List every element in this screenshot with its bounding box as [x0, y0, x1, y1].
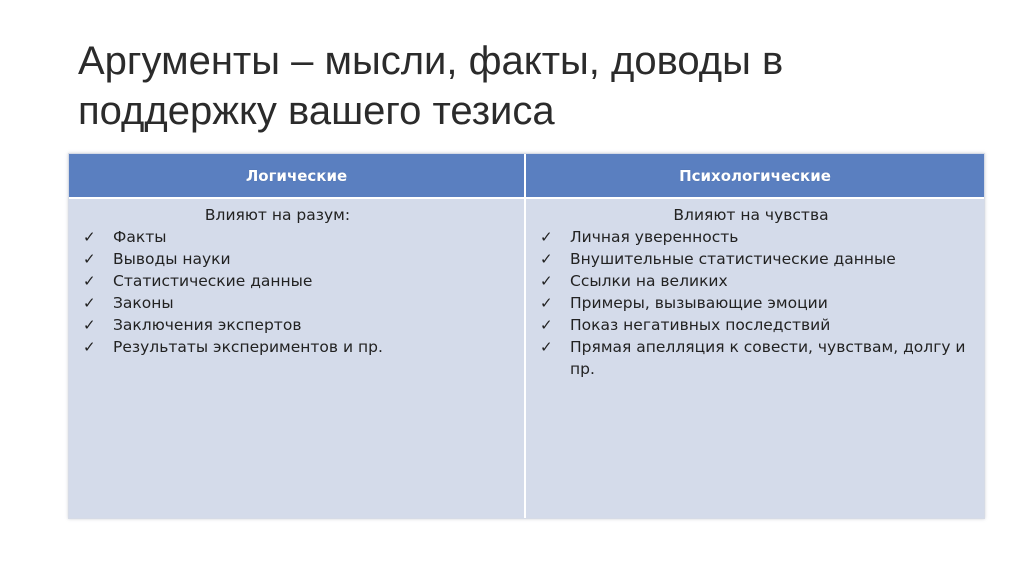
- list-item: [83, 292, 512, 314]
- list-item-text: Внушительные статистические данные: [570, 250, 896, 268]
- list-item-text: Заключения экспертов: [113, 316, 302, 334]
- list-item: [540, 270, 972, 292]
- column-header-logical: Логические: [69, 154, 524, 199]
- check-icon: ✓: [83, 272, 96, 290]
- column-psychological: [526, 154, 984, 518]
- check-icon: ✓: [83, 316, 96, 334]
- list-item-text: Прямая апелляция к совести, чувствам, долгу и пр.: [570, 338, 966, 378]
- list-item: [540, 226, 972, 248]
- check-icon: ✓: [540, 272, 553, 290]
- logical-items-list: [83, 226, 512, 358]
- list-item-text: Законы: [113, 294, 174, 312]
- list-item-text: Примеры, вызывающие эмоции: [570, 294, 828, 312]
- check-icon: ✓: [540, 316, 553, 334]
- check-icon: ✓: [540, 294, 553, 312]
- column-header-psychological: Психологические: [526, 154, 984, 199]
- list-item: [540, 336, 972, 380]
- check-icon: ✓: [540, 338, 553, 356]
- check-icon: ✓: [83, 294, 96, 312]
- arguments-table: [68, 153, 985, 519]
- list-item: [83, 314, 512, 336]
- column-subheading-logical: Влияют на разум:: [204, 206, 351, 224]
- list-item-text: Статистические данные: [113, 272, 313, 290]
- check-icon: ✓: [83, 338, 96, 356]
- column-body-logical: [69, 199, 524, 518]
- title-line-2: поддержку вашего тезиса: [78, 89, 555, 133]
- column-logical: [69, 154, 526, 518]
- column-subheading-psychological: Влияют на чувства: [673, 206, 829, 224]
- list-item: [83, 248, 512, 270]
- column-body-psychological: [526, 199, 984, 518]
- list-item: [83, 270, 512, 292]
- list-item-text: Ссылки на великих: [570, 272, 728, 290]
- list-item: [540, 248, 972, 270]
- list-item: [540, 314, 972, 336]
- list-item: [540, 292, 972, 314]
- list-item: [83, 336, 512, 358]
- list-item-text: Показ негативных последствий: [570, 316, 831, 334]
- title-line-1: Аргументы – мысли, факты, доводы в: [78, 39, 784, 83]
- check-icon: ✓: [540, 250, 553, 268]
- check-icon: ✓: [83, 228, 96, 246]
- list-item-text: Факты: [113, 228, 167, 246]
- list-item-text: Результаты экспериментов и пр.: [113, 338, 383, 356]
- slide-title: [78, 36, 958, 136]
- check-icon: ✓: [83, 250, 96, 268]
- list-item-text: Личная уверенность: [570, 228, 739, 246]
- list-item-text: Выводы науки: [113, 250, 231, 268]
- list-item: [83, 226, 512, 248]
- psychological-items-list: [540, 226, 972, 380]
- check-icon: ✓: [540, 228, 553, 246]
